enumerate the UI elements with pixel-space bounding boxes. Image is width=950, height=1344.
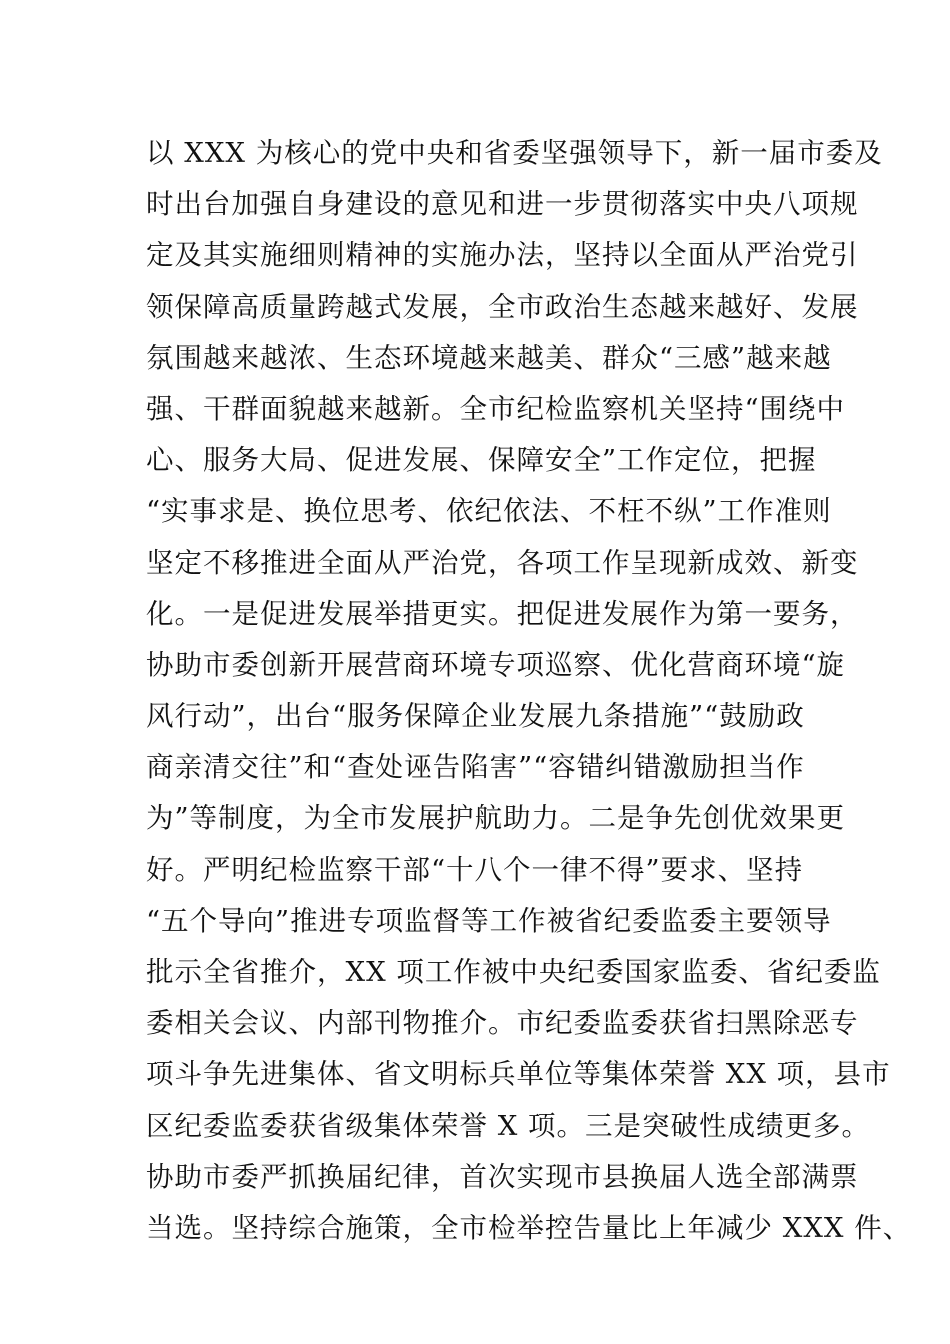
text-line: 协助市委严抓换届纪律，首次实现市县换届人选全部满票 (146, 1160, 859, 1193)
text-line: 心、服务大局、促进发展、保障安全”工作定位，把握 (146, 444, 817, 477)
text-line: 风行动”，出台“服务保障企业发展九条措施”“鼓励政 (146, 700, 805, 733)
text-line: “实事求是、换位思考、依纪依法、不枉不纵”工作准则 (146, 495, 832, 528)
text-line: 项斗争先进集体、省文明标兵单位等集体荣誉 XX 项，县市 (146, 1058, 891, 1091)
text-line: 化。一是促进发展举措更实。把促进发展作为第一要务， (146, 597, 859, 630)
text-line: 好。严明纪检监察干部“十八个一律不得”要求、坚持 (146, 853, 804, 886)
text-line: 氛围越来越浓、生态环境越来越美、群众“三感”越来越 (146, 341, 832, 374)
text-line: 委相关会议、内部刊物推介。市纪委监委获省扫黑除恶专 (146, 1007, 859, 1040)
text-line: 定及其实施细则精神的实施办法，坚持以全面从严治党引 (146, 239, 859, 272)
text-line: 批示全省推介，XX 项工作被中央纪委国家监委、省纪委监 (146, 956, 881, 988)
text-line: 以 XXX 为核心的党中央和省委坚强领导下，新一届市委及 (146, 137, 883, 169)
text-line: “五个导向”推进专项监督等工作被省纪委监委主要领导 (146, 904, 832, 937)
text-line: 协助市委创新开展营商环境专项巡察、优化营商环境“旋 (146, 648, 846, 681)
text-line: 坚定不移推进全面从严治党，各项工作呈现新成效、新变 (146, 546, 859, 579)
text-line: 为”等制度，为全市发展护航助力。二是争先创优效果更 (146, 802, 846, 835)
text-line: 当选。坚持综合施策，全市检举控告量比上年减少 XXX 件、 (146, 1211, 912, 1244)
body-paragraph (146, 128, 912, 1254)
text-line: 领保障高质量跨越式发展，全市政治生态越来越好、发展 (146, 290, 859, 323)
text-line: 时出台加强自身建设的意见和进一步贯彻落实中央八项规 (146, 188, 859, 221)
text-line: 商亲清交往”和“查处诬告陷害”“容错纠错激励担当作 (146, 751, 805, 784)
text-line: 区纪委监委获省级集体荣誉 X 项。三是突破性成绩更多。 (146, 1109, 871, 1142)
text-line: 强、干群面貌越来越新。全市纪检监察机关坚持“围绕中 (146, 392, 846, 425)
